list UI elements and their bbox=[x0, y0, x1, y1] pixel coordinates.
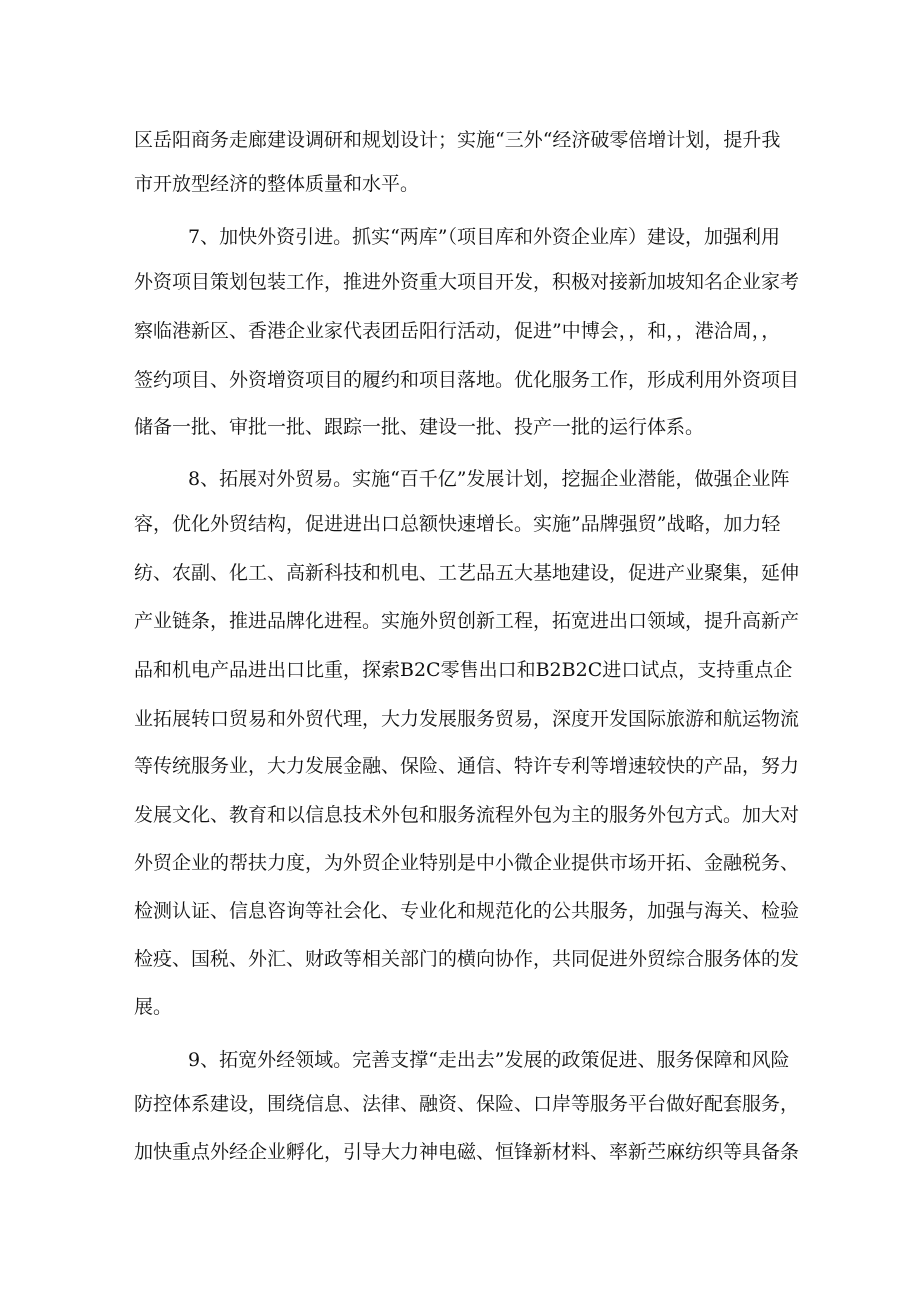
paragraph-line: 区岳阳商务走廊建设调研和规划设计；实施“三外“经济破零倍增计划，提升我 bbox=[134, 129, 781, 151]
paragraph-line: 纺、农副、化工、高新科技和机电、工艺品五大基地建设，促进产业聚集，延伸 bbox=[134, 562, 800, 584]
paragraph-line: 防控体系建设，围绕信息、法律、融资、保险、口岸等服务平台做好配套服务， bbox=[134, 1093, 800, 1115]
paragraph-line-heading-7: 7、加快外资引进。抓实“两库”（项目库和外资企业库）建设，加强利用 bbox=[188, 226, 781, 248]
paragraph-line: 检测认证、信息咨询等社会化、专业化和规范化的公共服务，加强与海关、检验 bbox=[134, 900, 800, 922]
paragraph-line: 产业链条，推进品牌化进程。实施外贸创新工程，拓宽进出口领域，提升高新产 bbox=[134, 610, 800, 632]
paragraph-line: 储备一批、审批一批、跟踪一批、建设一批、投产一批的运行体系。 bbox=[134, 416, 705, 438]
paragraph-line: 容，优化外贸结构，促进进出口总额快速增长。实施”品牌强贸”战略，加力轻 bbox=[134, 513, 781, 535]
paragraph-line: 等传统服务业，大力发展金融、保险、通信、特许专利等增速较快的产品，努力 bbox=[134, 755, 800, 777]
paragraph-line: 发展文化、教育和以信息技术外包和服务流程外包为主的服务外包方式。加大对 bbox=[134, 804, 800, 826]
paragraph-line: 外资项目策划包装工作，推进外资重大项目开发，积极对接新加坡知名企业家考 bbox=[134, 271, 800, 293]
paragraph-line: 加快重点外经企业孵化，引导大力神电磁、恒锋新材料、率新苎麻纺织等具备条 bbox=[134, 1141, 800, 1163]
paragraph-line: 市开放型经济的整体质量和水平。 bbox=[134, 173, 420, 195]
paragraph-line: 签约项目、外资增资项目的履约和项目落地。优化服务工作，形成利用外资项目 bbox=[134, 369, 800, 391]
paragraph-line-heading-8: 8、拓展对外贸易。实施“百千亿”发展计划，挖掘企业潜能，做强企业阵 bbox=[188, 468, 790, 490]
paragraph-line: 业拓展转口贸易和外贸代理，大力发展服务贸易，深度开发国际旅游和航运物流 bbox=[134, 708, 800, 730]
paragraph-line: 检疫、国税、外汇、财政等相关部门的横向协作，共同促进外贸综合服务体的发 bbox=[134, 948, 800, 970]
paragraph-line: 展。 bbox=[134, 996, 173, 1018]
paragraph-line: 外贸企业的帮扶力度，为外贸企业特别是中小微企业提供市场开拓、金融税务、 bbox=[134, 852, 800, 874]
paragraph-line-heading-9: 9、拓宽外经领域。完善支撑“走出去”发展的政策促进、服务保障和风险 bbox=[188, 1049, 790, 1071]
paragraph-line: 品和机电产品进出口比重，探索B2C零售出口和B2B2C进口试点，支持重点企 bbox=[134, 659, 793, 681]
paragraph-line: 察临港新区、香港企业家代表团岳阳行活动，促进”中博会，，和，，港洽周，， bbox=[134, 320, 781, 342]
